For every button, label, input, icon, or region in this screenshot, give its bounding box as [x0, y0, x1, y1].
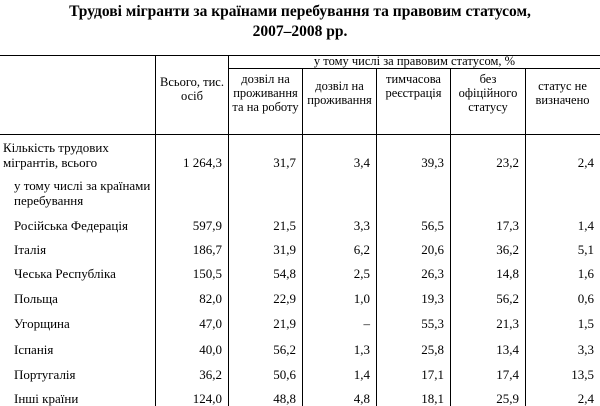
- country-row-value: 1,4: [577, 218, 594, 233]
- country-row-value: 6,2: [353, 242, 370, 257]
- country-row-label: Угорщина: [14, 316, 70, 331]
- country-row-value: 14,8: [496, 266, 519, 281]
- summary-row-value: 31,7: [273, 155, 296, 170]
- country-row-value: 21,3: [496, 316, 519, 331]
- table-title: [0, 2, 600, 42]
- summary-row-value: 3,4: [353, 155, 370, 170]
- country-row-value: 36,2: [496, 242, 519, 257]
- country-subheading: у тому числі за країнами перебування: [14, 178, 151, 208]
- country-row-value: 2,5: [353, 266, 370, 281]
- country-row-value: 40,0: [199, 342, 222, 357]
- country-row-value: 36,2: [199, 367, 222, 382]
- header-col-residence-work: дозвіл на проживання та на роботу: [232, 72, 299, 114]
- country-row-value: 56,2: [496, 291, 519, 306]
- country-row-value: 18,1: [421, 391, 444, 406]
- country-row-value: 1,6: [577, 266, 594, 281]
- country-row-label: Російська Федерація: [14, 218, 128, 233]
- country-row-value: 597,9: [192, 218, 222, 233]
- country-row-value: 3,3: [577, 342, 594, 357]
- country-row-value: –: [363, 316, 370, 331]
- country-row-value: 1,0: [353, 291, 370, 306]
- country-row-label: Чеська Республіка: [14, 266, 116, 281]
- summary-row-value: 39,3: [421, 155, 444, 170]
- country-row-value: 50,6: [273, 367, 296, 382]
- country-row-value: 124,0: [192, 391, 222, 406]
- country-row-value: 48,8: [273, 391, 296, 406]
- country-row-value: 3,3: [353, 218, 370, 233]
- country-row-value: 55,3: [421, 316, 444, 331]
- country-row-label: Польща: [14, 291, 58, 306]
- country-row-value: 31,9: [273, 242, 296, 257]
- country-row-value: 186,7: [192, 242, 222, 257]
- header-bottom-rule: [0, 134, 600, 135]
- country-row-value: 25,9: [496, 391, 519, 406]
- country-row-value: 1,4: [353, 367, 370, 382]
- header-legal-status-group: у тому числі за правовим статусом, %: [313, 54, 516, 68]
- summary-row-value: 23,2: [496, 155, 519, 170]
- country-row-value: 0,6: [577, 291, 594, 306]
- summary-row-value: 2,4: [577, 155, 594, 170]
- header-col-status-undefined: статус не визначено: [535, 79, 590, 107]
- country-row-value: 56,5: [421, 218, 444, 233]
- country-row-value: 1,3: [353, 342, 370, 357]
- country-row-value: 5,1: [577, 242, 594, 257]
- country-row-value: 21,9: [273, 316, 296, 331]
- country-row-value: 1,5: [577, 316, 594, 331]
- country-row-value: 19,3: [421, 291, 444, 306]
- table-title-line-1: Трудові мігранти за країнами перебування та правовим статусом,: [69, 3, 531, 20]
- header-col-residence: дозвіл на проживання: [307, 79, 372, 107]
- country-row-value: 13,4: [496, 342, 519, 357]
- header-group-rule: [228, 68, 600, 69]
- country-row-label: Португалія: [14, 367, 76, 382]
- country-row-value: 17,1: [421, 367, 444, 382]
- summary-row-value: 1 264,3: [183, 155, 222, 170]
- country-row-value: 22,9: [273, 291, 296, 306]
- summary-row-label: Кількість трудових мігрантів, всього: [3, 140, 109, 170]
- country-row-value: 17,4: [496, 367, 519, 382]
- country-row-value: 56,2: [273, 342, 296, 357]
- country-row-value: 20,6: [421, 242, 444, 257]
- header-total: Всього, тис. осіб: [160, 75, 224, 103]
- table-title-line-2: 2007–2008 рр.: [252, 23, 348, 40]
- country-row-value: 82,0: [199, 291, 222, 306]
- country-row-label: Італія: [14, 242, 47, 257]
- country-row-value: 2,4: [577, 391, 594, 406]
- country-row-value: 150,5: [192, 266, 222, 281]
- country-row-value: 54,8: [273, 266, 296, 281]
- country-row-label: Іспанія: [14, 342, 54, 357]
- country-row-value: 4,8: [353, 391, 370, 406]
- country-row-value: 13,5: [571, 367, 594, 382]
- country-row-value: 25,8: [421, 342, 444, 357]
- country-row-value: 26,3: [421, 266, 444, 281]
- country-row-value: 47,0: [199, 316, 222, 331]
- header-col-temporary-registration: тимчасова реєстрація: [385, 72, 442, 100]
- header-col-no-official-status: без офіційного статусу: [458, 72, 518, 114]
- country-row-value: 17,3: [496, 218, 519, 233]
- country-row-value: 21,5: [273, 218, 296, 233]
- country-row-label: Інші країни: [14, 391, 79, 406]
